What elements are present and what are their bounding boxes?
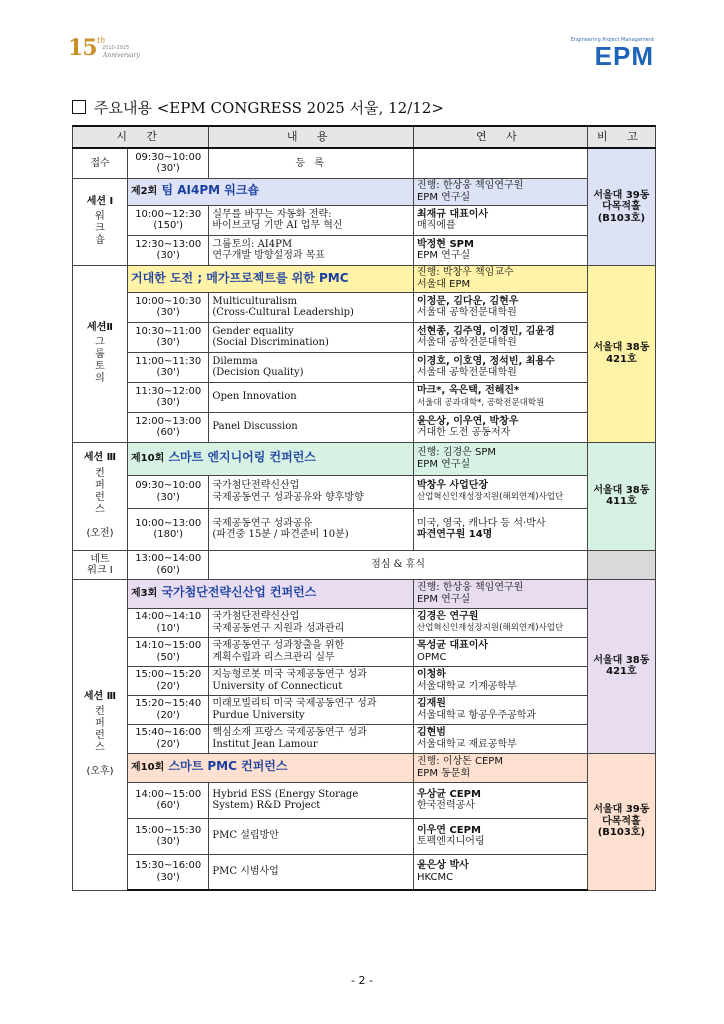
content-cell: Open Innovation — [209, 382, 414, 412]
venue-note — [587, 550, 655, 579]
table-row — [73, 854, 656, 890]
speaker-cell: 최재규 대표이사 매직에플 — [413, 205, 587, 235]
table-row — [73, 724, 656, 753]
content-cell: 그룹토의: AI4PM 연구개발 방향설정과 목표 — [209, 235, 414, 265]
speaker-cell: 목성균 대표이사 OPMC — [413, 637, 587, 666]
content-cell: Panel Discussion — [209, 412, 414, 442]
content-cell: 국가첨단전략신산업 국제공동연구 성과공유와 향후방향 — [209, 475, 414, 508]
time-cell: 12:30~13:00 (30') — [128, 235, 209, 265]
table-row — [73, 442, 656, 475]
session-title: 제3회 국가첨단전략신산업 컨퍼런스 — [128, 579, 414, 608]
session-label: 네트 워크 I — [73, 550, 128, 579]
table-row — [73, 352, 656, 382]
table-header-row — [73, 126, 656, 148]
content-cell: PMC 설립방안 — [209, 818, 414, 854]
content-cell: 국가첨단전략신산업 국제공동연구 지원과 성과관리 — [209, 608, 414, 637]
content-cell: Gender equality (Social Discrimination) — [209, 322, 414, 352]
table-row — [73, 695, 656, 724]
session-label: 세션 Ⅲ 컨 퍼 런 스 (오전) — [73, 442, 128, 550]
venue-note: 서울대 38동 411호 — [587, 442, 655, 550]
col-header-time: 시 간 — [73, 126, 209, 148]
session-vertical-label: 워 크 숍 — [95, 211, 105, 247]
session-label: 접수 — [73, 148, 128, 178]
epm-tagline: Engineering Project Management — [570, 37, 654, 43]
time-cell: 13:00~14:00 (60') — [128, 550, 209, 579]
time-cell: 10:30~11:00 (30') — [128, 322, 209, 352]
content-cell: 실무를 바꾸는 자동화 전략: 바이브코딩 기반 AI 업무 혁신 — [209, 205, 414, 235]
venue-note: 서울대 39동 다목적홀 (B103호) — [587, 148, 655, 265]
session-label: 세션Ⅱ 그 룹 토 의 — [73, 265, 128, 442]
speaker-cell: 진행: 한상웅 책임연구원 EPM 연구실 — [413, 579, 587, 608]
speaker-cell: 이경호, 이호영, 정석빈, 최용수 서울대 공학전문대학원 — [413, 352, 587, 382]
speaker-cell: 진행: 박창우 책임교수 서울대 EPM — [413, 265, 587, 292]
content-cell: 핵심소재 프랑스 국제공동연구 성과 Institut Jean Lamour — [209, 724, 414, 753]
epm-wordmark: EPM — [594, 41, 654, 71]
venue-note: 서울대 38동 421호 — [587, 265, 655, 442]
heading-text: 주요내용 <EPM CONGRESS 2025 서울, 12/12> — [94, 99, 444, 117]
content-cell: 점심 & 휴식 — [209, 550, 587, 579]
time-cell: 09:30~10:00 (30') — [128, 475, 209, 508]
speaker-cell: 진행: 이상돈 CEPM EPM 동문회 — [413, 753, 587, 782]
table-row — [73, 475, 656, 508]
time-cell: 14:10~15:00 (50') — [128, 637, 209, 666]
speaker-cell: 진행: 한상웅 책임연구원 EPM 연구실 — [413, 178, 587, 205]
content-cell: 미래모빌리티 미국 국제공동연구 성과 Purdue University — [209, 695, 414, 724]
table-row — [73, 178, 656, 205]
page-number: - 2 - — [351, 974, 373, 987]
table-row — [73, 579, 656, 608]
session-title: 제2회 팀 AI4PM 워크숍 — [128, 178, 414, 205]
table-row — [73, 666, 656, 695]
table-row — [73, 753, 656, 782]
time-cell: 15:30~16:00 (30') — [128, 854, 209, 890]
time-cell: 10:00~13:00 (180') — [128, 508, 209, 550]
time-cell: 10:00~10:30 (30') — [128, 292, 209, 322]
speaker-cell: 윤은상, 이우연, 박창우 거대한 도전 공동저자 — [413, 412, 587, 442]
time-cell: 15:20~15:40 (20') — [128, 695, 209, 724]
content-cell: PMC 시범사업 — [209, 854, 414, 890]
speaker-cell: 진행: 김경은 SPM EPM 연구실 — [413, 442, 587, 475]
table-row — [73, 235, 656, 265]
content-cell: 국제공동연구 성과창출을 위한 계획수립과 리스크관리 실무 — [209, 637, 414, 666]
speaker-cell: 김재원 서울대학교 항공우주공학과 — [413, 695, 587, 724]
speaker-cell: 박창우 사업단장 산업혁신인재성장지원(해외연계)사업단 — [413, 475, 587, 508]
content-cell: Dilemma (Decision Quality) — [209, 352, 414, 382]
table-row — [73, 292, 656, 322]
session-title: 거대한 도전 ; 메가프로젝트를 위한 PMC — [128, 265, 414, 292]
venue-note: 서울대 38동 421호 — [587, 579, 655, 753]
speaker-cell: 이청하 서울대학교 기계공학부 — [413, 666, 587, 695]
col-header-content: 내 용 — [209, 126, 414, 148]
time-cell: 10:00~12:30 (150') — [128, 205, 209, 235]
session-title: 제10회 스마트 엔지니어링 컨퍼런스 — [128, 442, 414, 475]
epm-logo — [571, 37, 654, 69]
content-cell: 지능형로봇 미국 국제공동연구 성과 University of Connecticut — [209, 666, 414, 695]
table-row — [73, 637, 656, 666]
table-row — [73, 265, 656, 292]
time-cell: 15:00~15:30 (30') — [128, 818, 209, 854]
venue-note: 서울대 39동 다목적홀 (B103호) — [587, 753, 655, 890]
content-cell: 등 록 — [209, 148, 414, 178]
speaker-cell: 김현범 서울대학교 재료공학부 — [413, 724, 587, 753]
speaker-cell — [413, 148, 587, 178]
speaker-cell: 이정문, 김다운, 김현우 서울대 공학전문대학원 — [413, 292, 587, 322]
col-header-speaker: 연 사 — [413, 126, 587, 148]
speaker-cell: 선현종, 김주영, 이경민, 김윤경 서울대 공학전문대학원 — [413, 322, 587, 352]
table-row — [73, 508, 656, 550]
session-vertical-label: 그 룹 토 의 — [95, 337, 105, 385]
table-row — [73, 322, 656, 352]
table-row — [73, 148, 656, 178]
speaker-cell: 박정현 SPM EPM 연구실 — [413, 235, 587, 265]
table-row — [73, 205, 656, 235]
schedule-table — [72, 125, 656, 891]
table-row — [73, 608, 656, 637]
time-cell: 12:00~13:00 (60') — [128, 412, 209, 442]
anniversary-word: Anniversary — [103, 52, 140, 59]
speaker-cell: 미국, 영국, 캐나다 등 석·박사 파견연구원 14명 — [413, 508, 587, 550]
content-cell: 국제공동연구 성과공유 (파견중 15분 / 파견준비 10분) — [209, 508, 414, 550]
speaker-cell: 윤은상 박사 HKCMC — [413, 854, 587, 890]
table-row — [73, 412, 656, 442]
time-cell: 11:30~12:00 (30') — [128, 382, 209, 412]
time-cell: 15:40~16:00 (20') — [128, 724, 209, 753]
session-title: 제10회 스마트 PMC 컨퍼런스 — [128, 753, 414, 782]
table-row — [73, 818, 656, 854]
session-label: 세션 I 워 크 숍 — [73, 178, 128, 265]
time-cell: 14:00~14:10 (10') — [128, 608, 209, 637]
section-heading — [72, 97, 444, 118]
col-header-note: 비 고 — [587, 126, 655, 148]
content-cell: Multiculturalism (Cross-Cultural Leadership) — [209, 292, 414, 322]
table-row — [73, 782, 656, 818]
time-cell: 11:00~11:30 (30') — [128, 352, 209, 382]
anniversary-years: 2010-2025 — [102, 45, 130, 51]
time-cell: 09:30~10:00 (30') — [128, 148, 209, 178]
speaker-cell: 김경은 연구원 산업혁신인재성장지원(해외연계)사업단 — [413, 608, 587, 637]
time-cell: 15:00~15:20 (20') — [128, 666, 209, 695]
anniversary-suffix: th — [97, 36, 106, 45]
anniversary-number: 15 — [68, 35, 97, 61]
table-row — [73, 550, 656, 579]
speaker-cell: 이우연 CEPM 토펙엔지니어링 — [413, 818, 587, 854]
session-label: 세션 Ⅲ 컨 퍼 런 스 (오후) — [73, 579, 128, 890]
table-row — [73, 382, 656, 412]
session-vertical-label: 컨 퍼 런 스 (오전) — [86, 467, 114, 539]
checkbox-square-icon — [72, 100, 86, 114]
speaker-cell: 우상균 CEPM 한국전력공사 — [413, 782, 587, 818]
time-cell: 14:00~15:00 (60') — [128, 782, 209, 818]
session-vertical-label: 컨 퍼 런 스 (오후) — [86, 706, 114, 778]
speaker-cell: 마크*, 옥은택, 전해진* 서울대 공과대학*, 공학전문대학원 — [413, 382, 587, 412]
content-cell: Hybrid ESS (Energy Storage System) R&D Project — [209, 782, 414, 818]
